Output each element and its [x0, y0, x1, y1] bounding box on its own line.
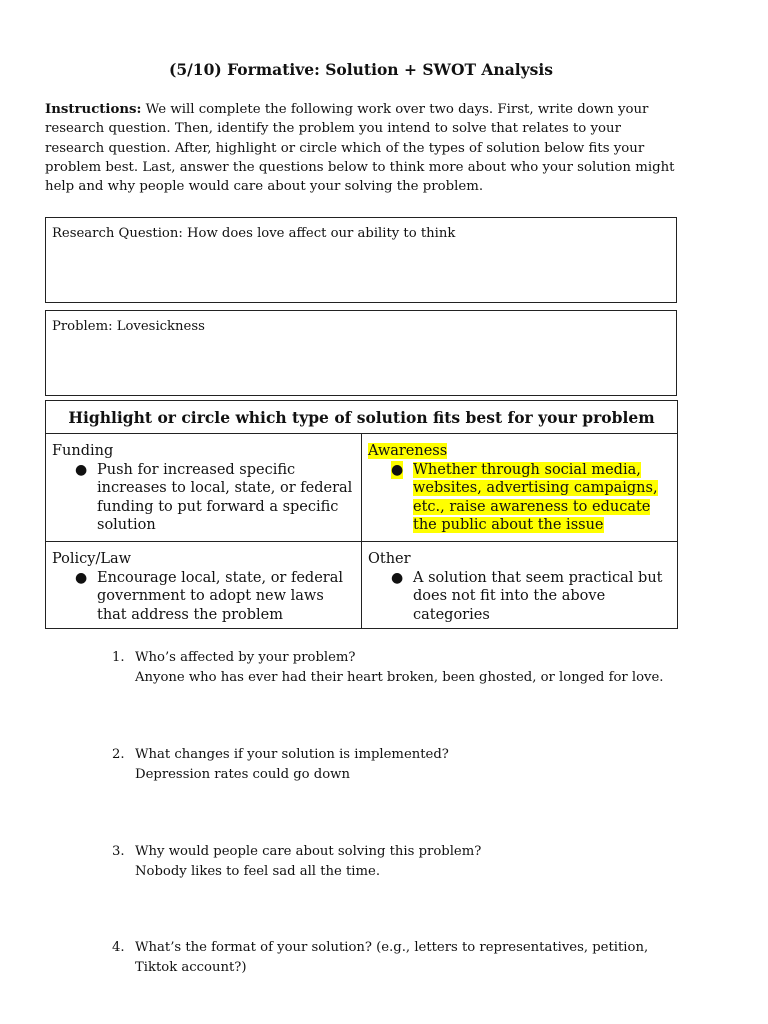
question-number: 3. — [112, 844, 125, 859]
bullet-icon: ● — [391, 461, 404, 478]
bullet-icon: ● — [75, 461, 88, 478]
awareness-bullet — [391, 461, 671, 535]
question-item — [112, 745, 672, 784]
other-bullet — [391, 569, 671, 625]
question-number: 1. — [112, 650, 125, 665]
instructions-label: Instructions: — [45, 102, 142, 117]
policy-cell[interactable] — [46, 542, 362, 629]
answer-text[interactable]: Depression rates could go down — [135, 766, 350, 782]
instructions — [45, 100, 675, 196]
bullet-icon: ● — [75, 569, 88, 586]
question-text: Why would people care about solving this problem? — [135, 844, 482, 859]
research-question-text: Research Question: How does love affect our ability to think — [52, 226, 456, 241]
question-text: What changes if your solution is implemented? — [135, 747, 449, 762]
question-text: Who’s affected by your problem? — [135, 650, 356, 665]
page-title: (5/10) Formative: Solution + SWOT Analysis — [169, 60, 553, 79]
other-bullet-text: A solution that seem practical but does not fit into the above categories — [413, 569, 663, 623]
awareness-bullet-text: Whether through social media, websites, advertising campaigns, etc., raise awareness to educate the public about the issue — [413, 461, 658, 533]
other-cell[interactable] — [362, 542, 678, 629]
question-number: 2. — [112, 747, 125, 762]
funding-cell[interactable] — [46, 434, 362, 542]
question-item — [112, 648, 672, 687]
awareness-cell[interactable] — [362, 434, 678, 542]
awareness-title: Awareness — [368, 443, 448, 459]
policy-bullet-text: Encourage local, state, or federal government to adopt new laws that address the problem — [97, 569, 343, 623]
research-question-box[interactable] — [45, 217, 677, 303]
question-number: 4. — [112, 940, 125, 955]
policy-bullet — [75, 569, 355, 625]
answer-text[interactable]: Nobody likes to feel sad all the time. — [135, 863, 381, 879]
solution-table-header: Highlight or circle which type of solution fits best for your problem — [46, 401, 678, 434]
policy-title: Policy/Law — [52, 551, 132, 567]
problem-box[interactable] — [45, 310, 677, 396]
question-item — [112, 938, 672, 977]
question-text: What’s the format of your solution? (e.g., letters to representatives, petition, Tiktok account?) — [135, 940, 649, 975]
funding-bullet-text: Push for increased specific increases to local, state, or federal funding to put forward a specific solution — [97, 461, 353, 533]
instructions-text: We will complete the following work over two days. First, write down your research question. Then, identify the problem you intend to solve that relates to your research question. After, highlight or circle which of the types of solution below fits your problem best. Last, answer the questions below to think more about who your solution might help and why people would care about your solving the problem. — [45, 102, 675, 195]
funding-title: Funding — [52, 443, 114, 459]
other-title: Other — [368, 551, 411, 567]
answer-text[interactable]: Anyone who has ever had their heart broken, been ghosted, or longed for love. — [135, 669, 664, 685]
funding-bullet — [75, 461, 355, 535]
bullet-icon: ● — [391, 569, 404, 586]
question-item — [112, 842, 672, 881]
problem-text: Problem: Lovesickness — [52, 319, 205, 334]
solution-type-table — [45, 400, 678, 629]
